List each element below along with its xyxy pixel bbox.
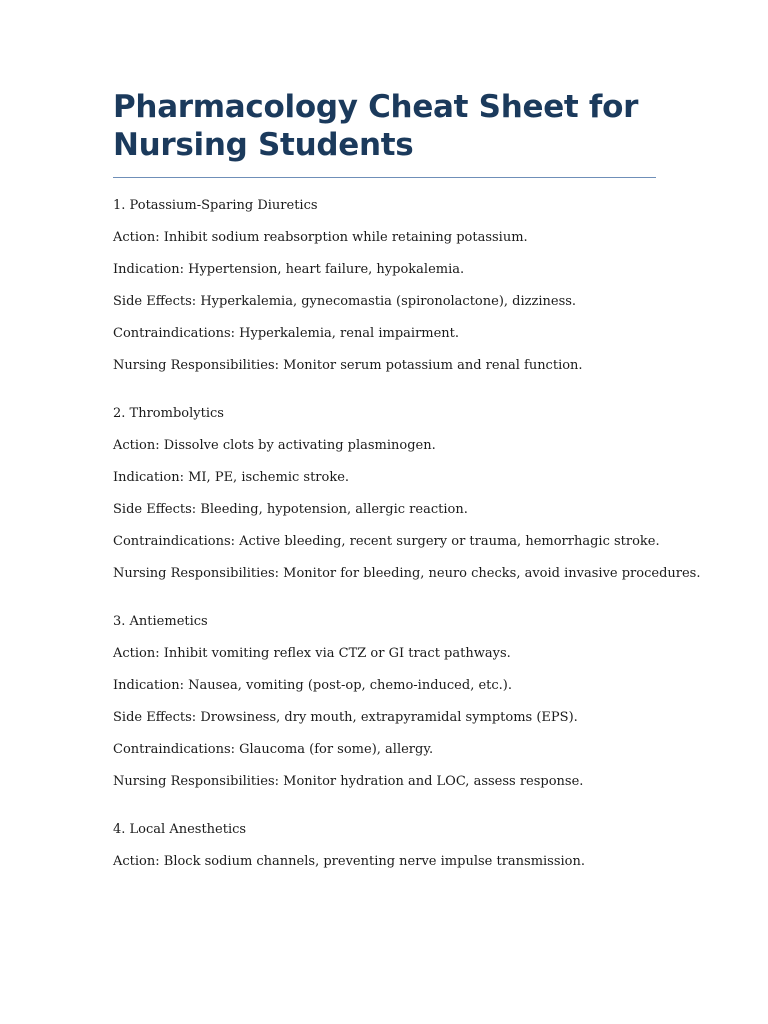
sections-container	[113, 198, 701, 870]
title-divider	[113, 177, 656, 178]
section-heading: 1. Potassium-Sparing Diuretics	[113, 198, 318, 213]
section-potassium-sparing-diuretics	[113, 198, 656, 374]
section-line-indication: Indication: Hypertension, heart failure, hypokalemia.	[113, 262, 465, 277]
section-thrombolytics	[113, 406, 701, 582]
section-line-nursing-responsibilities: Nursing Responsibilities: Monitor hydration and LOC, assess response.	[113, 774, 584, 789]
section-line-contraindications: Contraindications: Active bleeding, recent surgery or trauma, hemorrhagic stroke.	[113, 534, 660, 549]
section-line-side-effects: Side Effects: Bleeding, hypotension, allergic reaction.	[113, 502, 468, 517]
section-line-nursing-responsibilities: Nursing Responsibilities: Monitor serum potassium and renal function.	[113, 358, 583, 373]
page-title: Pharmacology Cheat Sheet for Nursing Students	[113, 89, 639, 163]
section-line-action: Action: Inhibit vomiting reflex via CTZ or GI tract pathways.	[113, 646, 511, 661]
section-line-side-effects: Side Effects: Hyperkalemia, gynecomastia (spironolactone), dizziness.	[113, 294, 577, 309]
section-line-contraindications: Contraindications: Glaucoma (for some), allergy.	[113, 742, 434, 757]
section-line-side-effects: Side Effects: Drowsiness, dry mouth, extrapyramidal symptoms (EPS).	[113, 710, 578, 725]
section-line-action: Action: Inhibit sodium reabsorption while retaining potassium.	[113, 230, 528, 245]
section-heading: 4. Local Anesthetics	[113, 822, 247, 837]
section-line-action: Action: Block sodium channels, preventing nerve impulse transmission.	[113, 854, 586, 869]
section-antiemetics	[113, 614, 656, 790]
section-line-action: Action: Dissolve clots by activating plasminogen.	[113, 438, 436, 453]
section-line-nursing-responsibilities: Nursing Responsibilities: Monitor for bleeding, neuro checks, avoid invasive procedures.	[113, 566, 701, 581]
section-line-contraindications: Contraindications: Hyperkalemia, renal impairment.	[113, 326, 460, 341]
section-heading: 3. Antiemetics	[113, 614, 208, 629]
document-page	[113, 88, 701, 902]
section-heading: 2. Thrombolytics	[113, 406, 224, 421]
section-local-anesthetics	[113, 822, 656, 870]
section-line-indication: Indication: MI, PE, ischemic stroke.	[113, 470, 350, 485]
section-line-indication: Indication: Nausea, vomiting (post-op, chemo-induced, etc.).	[113, 678, 512, 693]
